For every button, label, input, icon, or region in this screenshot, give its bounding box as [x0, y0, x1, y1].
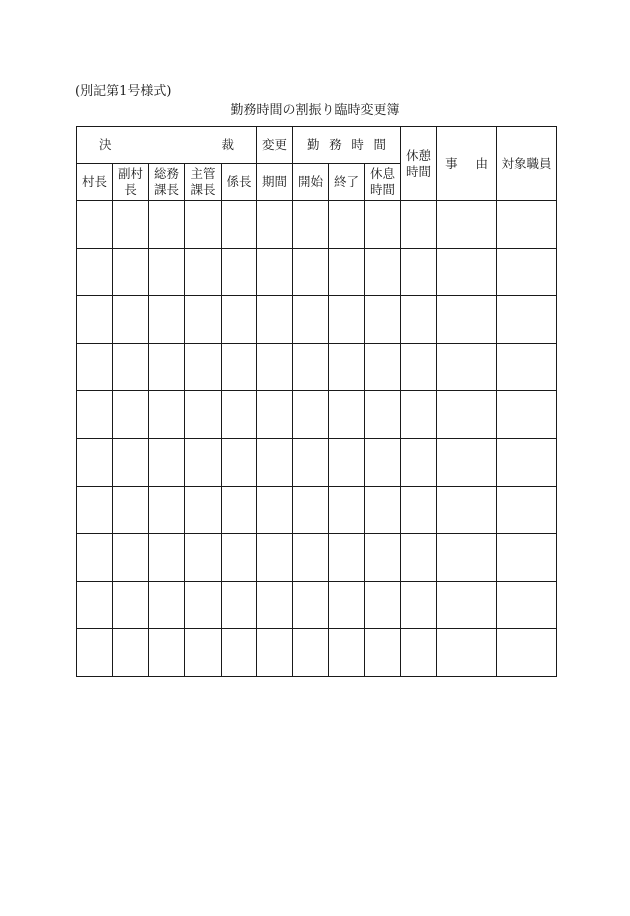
table-row	[77, 534, 557, 582]
cell-rest-time[interactable]	[401, 438, 437, 486]
cell-department-chief[interactable]	[185, 486, 222, 534]
approver-section-chief: 係長	[222, 164, 257, 201]
cell-deputy-head[interactable]	[113, 391, 149, 439]
cell-work-start[interactable]	[293, 343, 329, 391]
cell-village-head[interactable]	[77, 296, 113, 344]
cell-section-chief[interactable]	[222, 391, 257, 439]
cell-rest-time[interactable]	[401, 296, 437, 344]
cell-work-start[interactable]	[293, 486, 329, 534]
cell-general-affairs-chief[interactable]	[149, 391, 185, 439]
cell-reason[interactable]	[437, 534, 497, 582]
cell-deputy-head[interactable]	[113, 296, 149, 344]
cell-rest-time[interactable]	[401, 629, 437, 677]
table-row	[77, 629, 557, 677]
cell-village-head[interactable]	[77, 201, 113, 249]
cell-break-time[interactable]	[365, 391, 401, 439]
cell-reason[interactable]	[437, 296, 497, 344]
cell-department-chief[interactable]	[185, 343, 222, 391]
work-hours-char-4: 間	[373, 137, 387, 152]
cell-department-chief[interactable]	[185, 534, 222, 582]
cell-break-time[interactable]	[365, 486, 401, 534]
cell-work-end[interactable]	[329, 343, 365, 391]
break-time-header: 休息 時間	[365, 164, 401, 201]
cell-work-end[interactable]	[329, 581, 365, 629]
cell-general-affairs-chief[interactable]	[149, 201, 185, 249]
reason-header	[437, 127, 497, 201]
table-row	[77, 296, 557, 344]
cell-target-staff[interactable]	[497, 391, 557, 439]
cell-deputy-head[interactable]	[113, 486, 149, 534]
cell-change-period[interactable]	[257, 343, 293, 391]
cell-target-staff[interactable]	[497, 201, 557, 249]
cell-section-chief[interactable]	[222, 296, 257, 344]
cell-general-affairs-chief[interactable]	[149, 248, 185, 296]
cell-general-affairs-chief[interactable]	[149, 438, 185, 486]
cell-break-time[interactable]	[365, 581, 401, 629]
table-row	[77, 343, 557, 391]
cell-general-affairs-chief[interactable]	[149, 343, 185, 391]
change-period-top: 変更	[257, 127, 293, 164]
cell-change-period[interactable]	[257, 629, 293, 677]
cell-reason[interactable]	[437, 438, 497, 486]
cell-work-end[interactable]	[329, 534, 365, 582]
cell-target-staff[interactable]	[497, 343, 557, 391]
cell-deputy-head[interactable]	[113, 248, 149, 296]
cell-reason[interactable]	[437, 486, 497, 534]
cell-work-end[interactable]	[329, 391, 365, 439]
change-period-bottom: 期間	[257, 164, 293, 201]
approver-village-head: 村長	[77, 164, 113, 201]
kessai-char-1: 決	[99, 137, 112, 152]
cell-rest-time[interactable]	[401, 534, 437, 582]
cell-change-period[interactable]	[257, 581, 293, 629]
cell-work-start[interactable]	[293, 391, 329, 439]
form-number: (別記第1号様式)	[75, 84, 172, 99]
cell-rest-time[interactable]	[401, 201, 437, 249]
table-row	[77, 438, 557, 486]
approver-general-affairs-chief: 総務 課長	[149, 164, 185, 201]
cell-section-chief[interactable]	[222, 201, 257, 249]
cell-department-chief[interactable]	[185, 391, 222, 439]
cell-target-staff[interactable]	[497, 581, 557, 629]
cell-reason[interactable]	[437, 343, 497, 391]
cell-department-chief[interactable]	[185, 581, 222, 629]
cell-department-chief[interactable]	[185, 201, 222, 249]
cell-village-head[interactable]	[77, 486, 113, 534]
cell-break-time[interactable]	[365, 438, 401, 486]
cell-work-end[interactable]	[329, 486, 365, 534]
cell-department-chief[interactable]	[185, 438, 222, 486]
cell-target-staff[interactable]	[497, 534, 557, 582]
cell-break-time[interactable]	[365, 343, 401, 391]
cell-general-affairs-chief[interactable]	[149, 486, 185, 534]
cell-village-head[interactable]	[77, 581, 113, 629]
cell-work-end[interactable]	[329, 248, 365, 296]
cell-deputy-head[interactable]	[113, 629, 149, 677]
cell-break-time[interactable]	[365, 201, 401, 249]
cell-work-start[interactable]	[293, 581, 329, 629]
cell-work-start[interactable]	[293, 629, 329, 677]
cell-section-chief[interactable]	[222, 581, 257, 629]
cell-deputy-head[interactable]	[113, 438, 149, 486]
cell-break-time[interactable]	[365, 296, 401, 344]
cell-section-chief[interactable]	[222, 629, 257, 677]
cell-rest-time[interactable]	[401, 486, 437, 534]
reason-char-2: 由	[475, 155, 489, 171]
cell-village-head[interactable]	[77, 534, 113, 582]
cell-rest-time[interactable]	[401, 248, 437, 296]
cell-change-period[interactable]	[257, 391, 293, 439]
cell-section-chief[interactable]	[222, 343, 257, 391]
cell-deputy-head[interactable]	[113, 343, 149, 391]
cell-work-end[interactable]	[329, 438, 365, 486]
table-row	[77, 201, 557, 249]
ledger-table	[76, 126, 557, 677]
cell-section-chief[interactable]	[222, 486, 257, 534]
cell-rest-time[interactable]	[401, 581, 437, 629]
work-start-header: 開始	[293, 164, 329, 201]
table-row	[77, 391, 557, 439]
cell-village-head[interactable]	[77, 248, 113, 296]
target-staff-header: 対象職員	[497, 127, 557, 201]
work-end-header: 終了	[329, 164, 365, 201]
cell-work-end[interactable]	[329, 629, 365, 677]
cell-work-start[interactable]	[293, 248, 329, 296]
reason-char-1: 事	[445, 155, 458, 171]
cell-deputy-head[interactable]	[113, 581, 149, 629]
table-row	[77, 248, 557, 296]
cell-general-affairs-chief[interactable]	[149, 581, 185, 629]
cell-target-staff[interactable]	[497, 248, 557, 296]
cell-target-staff[interactable]	[497, 296, 557, 344]
cell-village-head[interactable]	[77, 391, 113, 439]
work-hours-char-1: 勤	[307, 137, 320, 152]
cell-work-start[interactable]	[293, 201, 329, 249]
cell-work-start[interactable]	[293, 438, 329, 486]
rest-time-top: 休憩	[406, 147, 432, 163]
work-hours-header	[293, 127, 401, 164]
rest-time-bottom: 時間	[406, 163, 432, 179]
cell-section-chief[interactable]	[222, 534, 257, 582]
approver-deputy-head: 副村 長	[113, 164, 149, 201]
cell-change-period[interactable]	[257, 296, 293, 344]
cell-change-period[interactable]	[257, 248, 293, 296]
cell-target-staff[interactable]	[497, 486, 557, 534]
cell-general-affairs-chief[interactable]	[149, 534, 185, 582]
cell-work-end[interactable]	[329, 201, 365, 249]
cell-rest-time[interactable]	[401, 343, 437, 391]
cell-deputy-head[interactable]	[113, 534, 149, 582]
cell-reason[interactable]	[437, 629, 497, 677]
kessai-char-2: 裁	[221, 137, 235, 152]
cell-department-chief[interactable]	[185, 248, 222, 296]
cell-village-head[interactable]	[77, 629, 113, 677]
cell-reason[interactable]	[437, 201, 497, 249]
cell-break-time[interactable]	[365, 248, 401, 296]
cell-deputy-head[interactable]	[113, 201, 149, 249]
cell-general-affairs-chief[interactable]	[149, 296, 185, 344]
cell-general-affairs-chief[interactable]	[149, 629, 185, 677]
cell-department-chief[interactable]	[185, 296, 222, 344]
cell-work-start[interactable]	[293, 296, 329, 344]
cell-change-period[interactable]	[257, 438, 293, 486]
cell-target-staff[interactable]	[497, 629, 557, 677]
table-row	[77, 486, 557, 534]
cell-target-staff[interactable]	[497, 438, 557, 486]
cell-reason[interactable]	[437, 248, 497, 296]
cell-work-end[interactable]	[329, 296, 365, 344]
approver-department-chief: 主管 課長	[185, 164, 222, 201]
cell-change-period[interactable]	[257, 201, 293, 249]
cell-department-chief[interactable]	[185, 629, 222, 677]
cell-work-start[interactable]	[293, 534, 329, 582]
form-title: 勤務時間の割振り臨時変更簿	[230, 103, 400, 118]
rest-time-header	[401, 127, 437, 201]
cell-change-period[interactable]	[257, 534, 293, 582]
cell-reason[interactable]	[437, 581, 497, 629]
cell-village-head[interactable]	[77, 343, 113, 391]
work-hours-char-3: 時	[351, 137, 364, 152]
work-hours-char-2: 務	[329, 137, 342, 152]
cell-section-chief[interactable]	[222, 438, 257, 486]
kessai-header	[77, 127, 257, 164]
cell-village-head[interactable]	[77, 438, 113, 486]
table-row	[77, 581, 557, 629]
cell-rest-time[interactable]	[401, 391, 437, 439]
cell-reason[interactable]	[437, 391, 497, 439]
cell-section-chief[interactable]	[222, 248, 257, 296]
cell-break-time[interactable]	[365, 629, 401, 677]
cell-change-period[interactable]	[257, 486, 293, 534]
cell-break-time[interactable]	[365, 534, 401, 582]
